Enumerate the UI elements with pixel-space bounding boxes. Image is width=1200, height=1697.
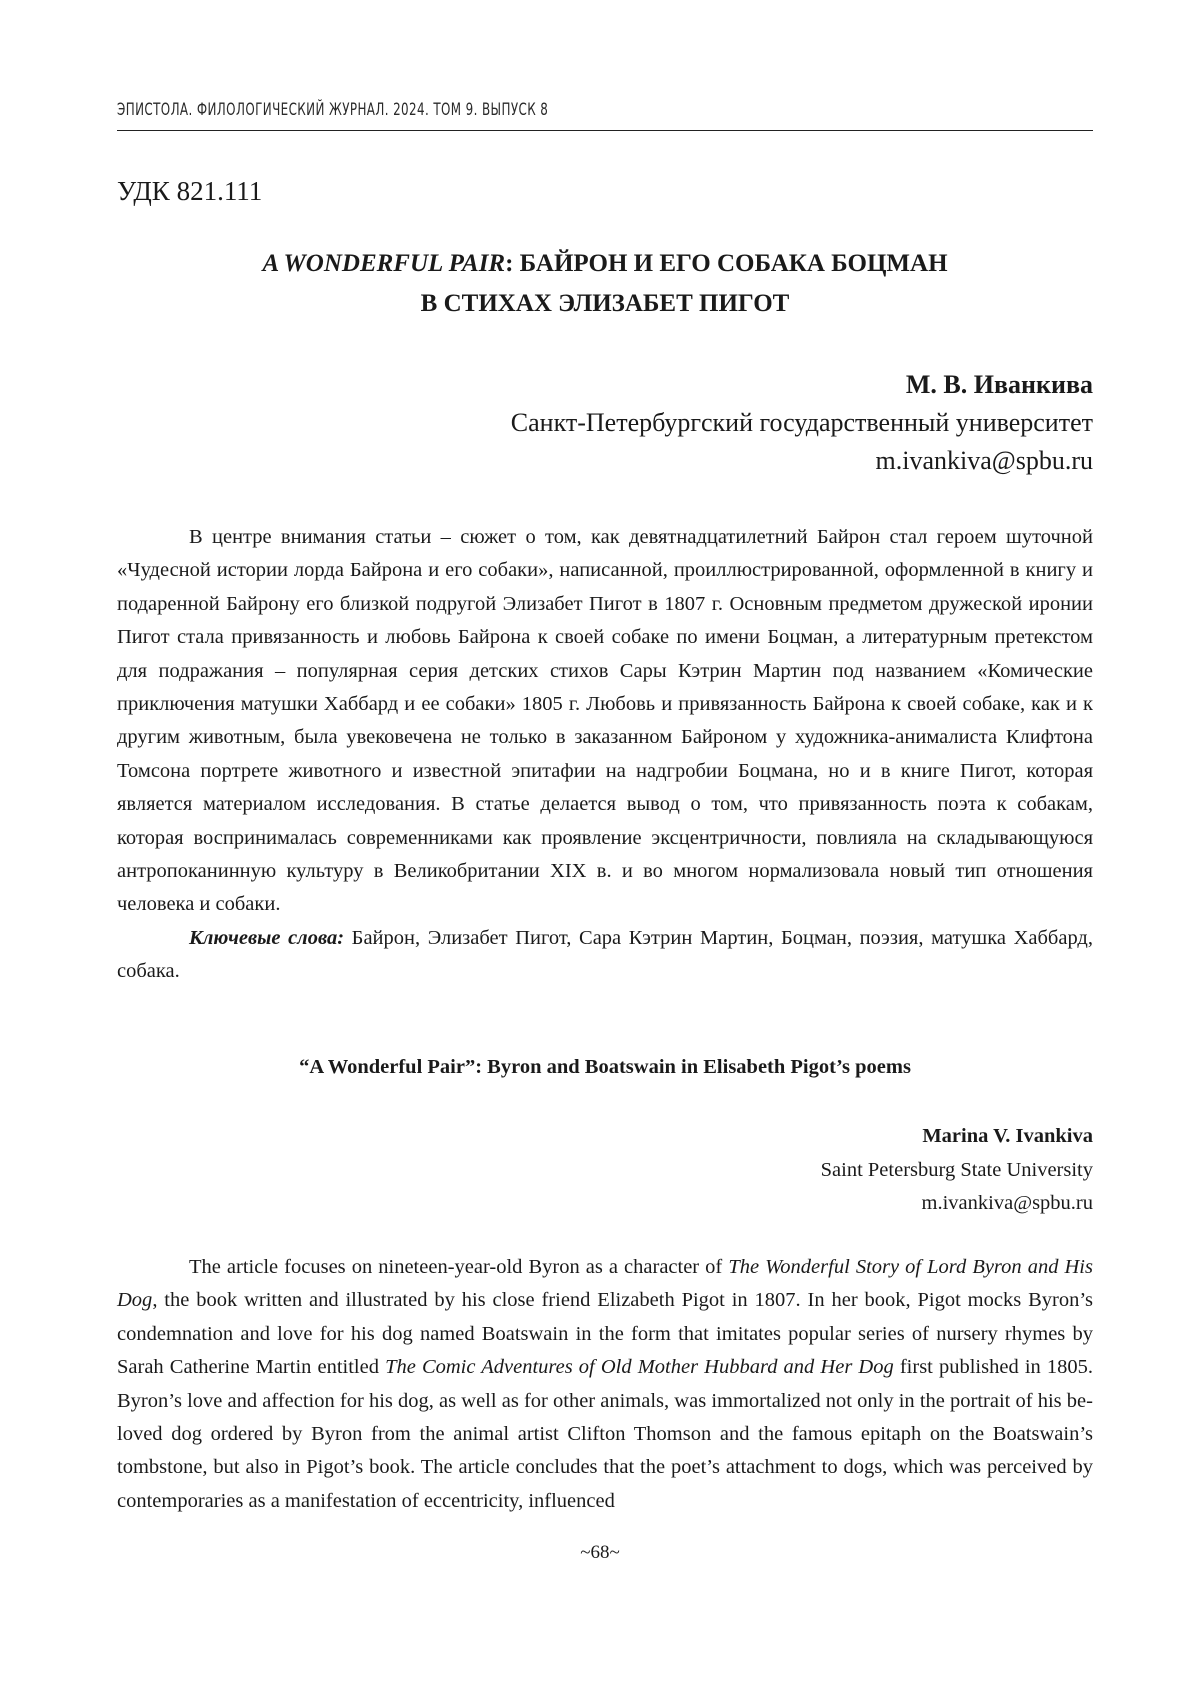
author-block-en [821,1120,1093,1221]
author-affiliation-ru: Санкт-Петербургский государственный университет [510,408,1093,437]
abstract-en-book-title-1: The Wonderful Story of Lord Byron and His Dog [117,1256,1093,1312]
article-title-italic: A WONDERFUL PAIR [262,250,506,277]
author-name-en: Marina V. Ivankiva [922,1125,1093,1147]
abstract-en-part3: first published in 1805. Byron’s love and affection for his dog, as well as for other animals, was immortalized not only in the portrait of his beloved dog ordered by Byron from the animal artist Clifton Thomson and the famous epitaph on the Boatswain’s tombstone, but also in Pigot’s book. The article concludes that the poet’s attachment to dogs, which was perceived by contemporaries as a manifestation of eccentricity, influenced [117,1356,1093,1512]
running-header [117,96,1093,131]
page-number: ~68~ [580,1542,620,1563]
abstract-ru-text: В центре внимания статьи – сюжет о том, как девятнадцатилетний Байрон стал героем шуточной «Чудесной истории лорда Байрона и его собаки», написанной, проиллюстрированной, оформленной в книгу и подаренной Байрону его близкой подругой Элизабет Пигот в 1807 г. Основным предметом дружеской иронии Пигот стала привязанность и любовь Байрона к своей собаке по имени Боцман, а литературным претекстом для подражания – популярная серия детских стихов Сары Кэтрин Мартин под названием «Комические приключения матушки Хаббард и ее собаки» 1805 г. Любовь и привязанность Байрона к своей собаке, как и к другим животным, была увековечена не только в заказанном Байроном у художника-анималиста Клифтона Томсона портрете животного и известной эпитафии на надгробии Боцмана, но и в книге Пигот, которая является материалом исследования. В статье делается вывод о том, что привязанность поэта к собакам, которая воспринималась современниками как проявление эксцентричности, повлияла на складывающуюся антропоканинную культуру в Великобритании XIX в. и во многом нормализовала новый тип отношения человека и собаки. [117,526,1093,916]
abstract-en-part1: The article focuses on nineteen-year-old Byron as a character of [189,1256,729,1278]
author-email-ru: m.ivankiva@spbu.ru [875,446,1093,475]
article-title-line2: В СТИХАХ ЭЛИЗАБЕТ ПИГОТ [420,290,790,317]
author-block-ru [511,366,1093,480]
abstract-en-book-title-2: The Comic Adventures of Old Mother Hubbard and Her Dog [385,1356,894,1379]
running-header-text: ЭПИСТОЛА. ФИЛОЛОГИЧЕСКИЙ ЖУРНАЛ. 2024. ТОМ 9. ВЫПУСК 8 [117,100,549,120]
keywords-ru [117,922,1093,989]
keywords-list: Байрон, Элизабет Пигот, Сара Кэтрин Мартин, Боцман, поэзия, матушка Хаббард, собака. [117,926,1093,983]
abstract-en [117,1251,1093,1518]
article-title-line1: : БАЙРОН И ЕГО СОБАКА БОЦМАН [505,250,948,277]
author-affiliation-en: Saint Petersburg State University [820,1158,1093,1181]
article-title-en: “A Wonderful Pair”: Byron and Boatswain in Elisabeth Pigot’s poems [299,1056,911,1078]
author-email-en: m.ivankiva@spbu.ru [921,1192,1093,1214]
abstract-en-part2: , the book written and illustrated by his close friend Elizabeth Pigot in 1807. In her book, Pigot mocks Byron’s condemnation and love for his dog named Boatswain in the form that imitates popular series of nursery rhymes by Sarah Catherine Martin entitled [117,1289,1093,1379]
abstract-en-text [117,1251,1093,1518]
udc-code: УДК 821.111 [117,176,263,206]
author-name-ru: М. В. Иванкива [905,370,1093,399]
article-title-ru [117,244,1093,324]
keywords-label: Ключевые слова: [189,926,345,949]
abstract-ru [117,521,1093,989]
